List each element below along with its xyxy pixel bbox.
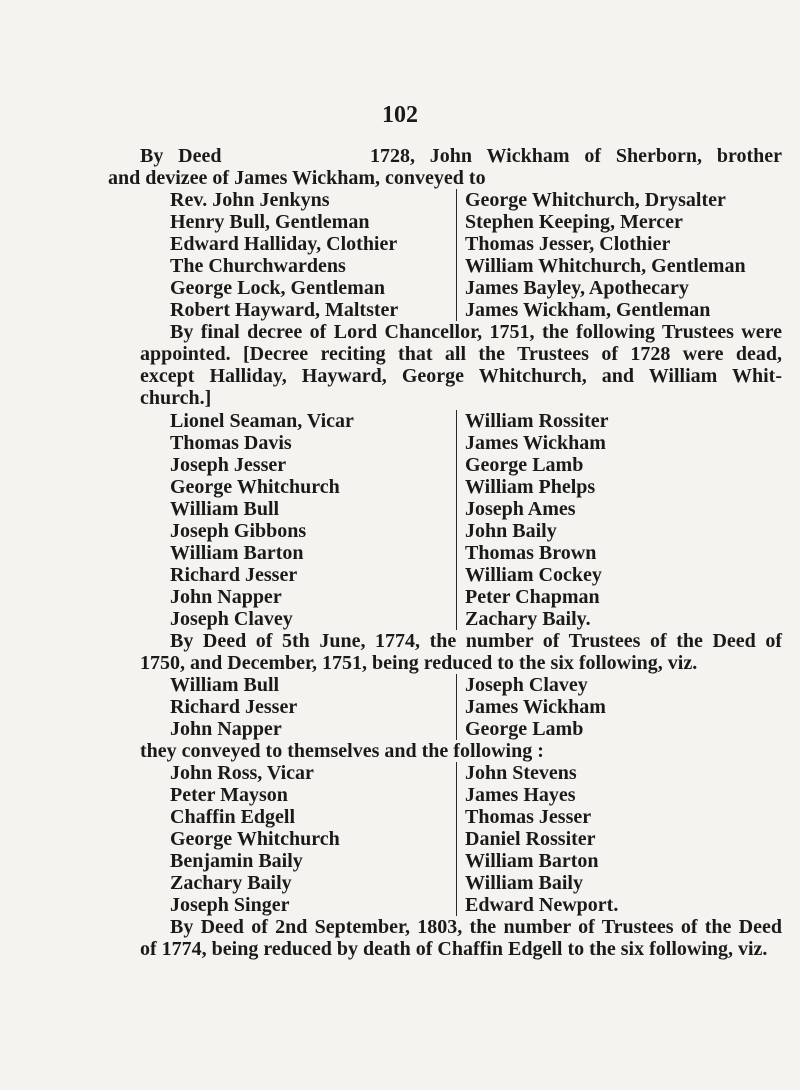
text-line: By Deed of 5th June, 1774, the number of Trustees of the Deed of — [170, 630, 782, 652]
trustee-name: George Lock, Gentleman — [170, 277, 385, 299]
trustee-name: Thomas Brown — [465, 542, 597, 564]
trustee-name: James Hayes — [465, 784, 576, 806]
trustee-name: Joseph Singer — [170, 894, 290, 916]
trustee-column-left — [170, 762, 340, 916]
trustee-name: Richard Jesser — [170, 564, 298, 586]
text-line: they conveyed to themselves and the following : — [140, 740, 544, 762]
trustee-name: William Baily — [465, 872, 583, 894]
trustee-name: Chaffin Edgell — [170, 806, 296, 828]
paragraph-5 — [140, 916, 782, 960]
trustee-column-left — [170, 410, 354, 630]
trustee-name: Rev. John Jenkyns — [170, 189, 330, 211]
text-line: By final decree of Lord Chancellor, 1751, the following Trustees were — [170, 321, 782, 343]
trustee-name: John Napper — [170, 718, 282, 740]
trustee-name: William Whitchurch, Gentleman — [465, 255, 746, 277]
trustee-name: Edward Newport. — [465, 894, 619, 916]
trustee-name: John Baily — [465, 520, 557, 542]
trustee-name: Joseph Clavey — [170, 608, 293, 630]
text-line: church.] — [140, 387, 212, 409]
text-line: By Deed of 2nd September, 1803, the number of Trustees of the Deed — [170, 916, 782, 938]
trustee-name: John Napper — [170, 586, 282, 608]
paragraph-1 — [108, 145, 782, 189]
trustee-name: The Churchwardens — [170, 255, 346, 277]
trustee-name: William Rossiter — [465, 410, 609, 432]
text-line: and devizee of James Wickham, conveyed to — [108, 167, 486, 189]
page-number: 102 — [382, 102, 418, 128]
paragraph-3 — [140, 630, 782, 674]
trustee-column-left — [170, 674, 297, 740]
trustee-name: Thomas Davis — [170, 432, 292, 454]
trustee-column-right — [456, 674, 606, 740]
trustee-name: William Phelps — [465, 476, 596, 498]
trustee-name: George Whitchurch — [170, 476, 340, 498]
trustee-name: Thomas Jesser — [465, 806, 592, 828]
trustee-name: Joseph Jesser — [170, 454, 287, 476]
trustee-name: William Barton — [170, 542, 304, 564]
trustee-name: Edward Halliday, Clothier — [170, 233, 398, 255]
trustee-name: Daniel Rossiter — [465, 828, 596, 850]
trustee-name: Joseph Clavey — [465, 674, 588, 696]
text-line: By Deed 1728, John Wickham of Sherborn, brother — [140, 145, 782, 167]
trustee-name: James Bayley, Apothecary — [465, 277, 689, 299]
trustee-name: Joseph Ames — [465, 498, 576, 520]
trustee-name: William Barton — [465, 850, 599, 872]
trustee-name: Benjamin Baily — [170, 850, 303, 872]
text-line: appointed. [Decree reciting that all the Trustees of 1728 were dead, — [140, 343, 782, 365]
trustee-name: William Bull — [170, 674, 280, 696]
text-line: 1750, and December, 1751, being reduced to the six following, viz. — [140, 652, 698, 674]
trustee-name: Peter Chapman — [465, 586, 600, 608]
trustee-name: James Wickham, Gentleman — [465, 299, 711, 321]
trustee-column-right — [456, 410, 609, 630]
trustee-name: Zachary Baily. — [465, 608, 591, 630]
trustee-name: George Lamb — [465, 718, 584, 740]
trustee-column-right — [456, 762, 618, 916]
paragraph-2 — [140, 321, 782, 409]
text-line: except Halliday, Hayward, George Whitchurch, and William Whit- — [140, 365, 782, 387]
trustee-name: Lionel Seaman, Vicar — [170, 410, 354, 432]
trustee-name: George Whitchurch, Drysalter — [465, 189, 726, 211]
trustee-name: Robert Hayward, Maltster — [170, 299, 399, 321]
trustee-name: Joseph Gibbons — [170, 520, 307, 542]
paragraph-4 — [140, 740, 782, 762]
trustee-name: George Whitchurch — [170, 828, 340, 850]
trustee-column-left — [170, 189, 398, 321]
trustee-name: Henry Bull, Gentleman — [170, 211, 370, 233]
trustee-name: John Ross, Vicar — [170, 762, 314, 784]
trustee-name: Richard Jesser — [170, 696, 298, 718]
text-line: of 1774, being reduced by death of Chaffin Edgell to the six following, viz. — [140, 938, 768, 960]
trustee-name: George Lamb — [465, 454, 584, 476]
trustee-name: Thomas Jesser, Clothier — [465, 233, 671, 255]
trustee-name: James Wickham — [465, 696, 606, 718]
trustee-name: Peter Mayson — [170, 784, 288, 806]
trustee-name: William Cockey — [465, 564, 602, 586]
trustee-name: William Bull — [170, 498, 280, 520]
trustee-name: Zachary Baily — [170, 872, 292, 894]
trustee-name: James Wickham — [465, 432, 606, 454]
trustee-name: John Stevens — [465, 762, 577, 784]
trustee-column-right — [456, 189, 746, 321]
trustee-name: Stephen Keeping, Mercer — [465, 211, 683, 233]
